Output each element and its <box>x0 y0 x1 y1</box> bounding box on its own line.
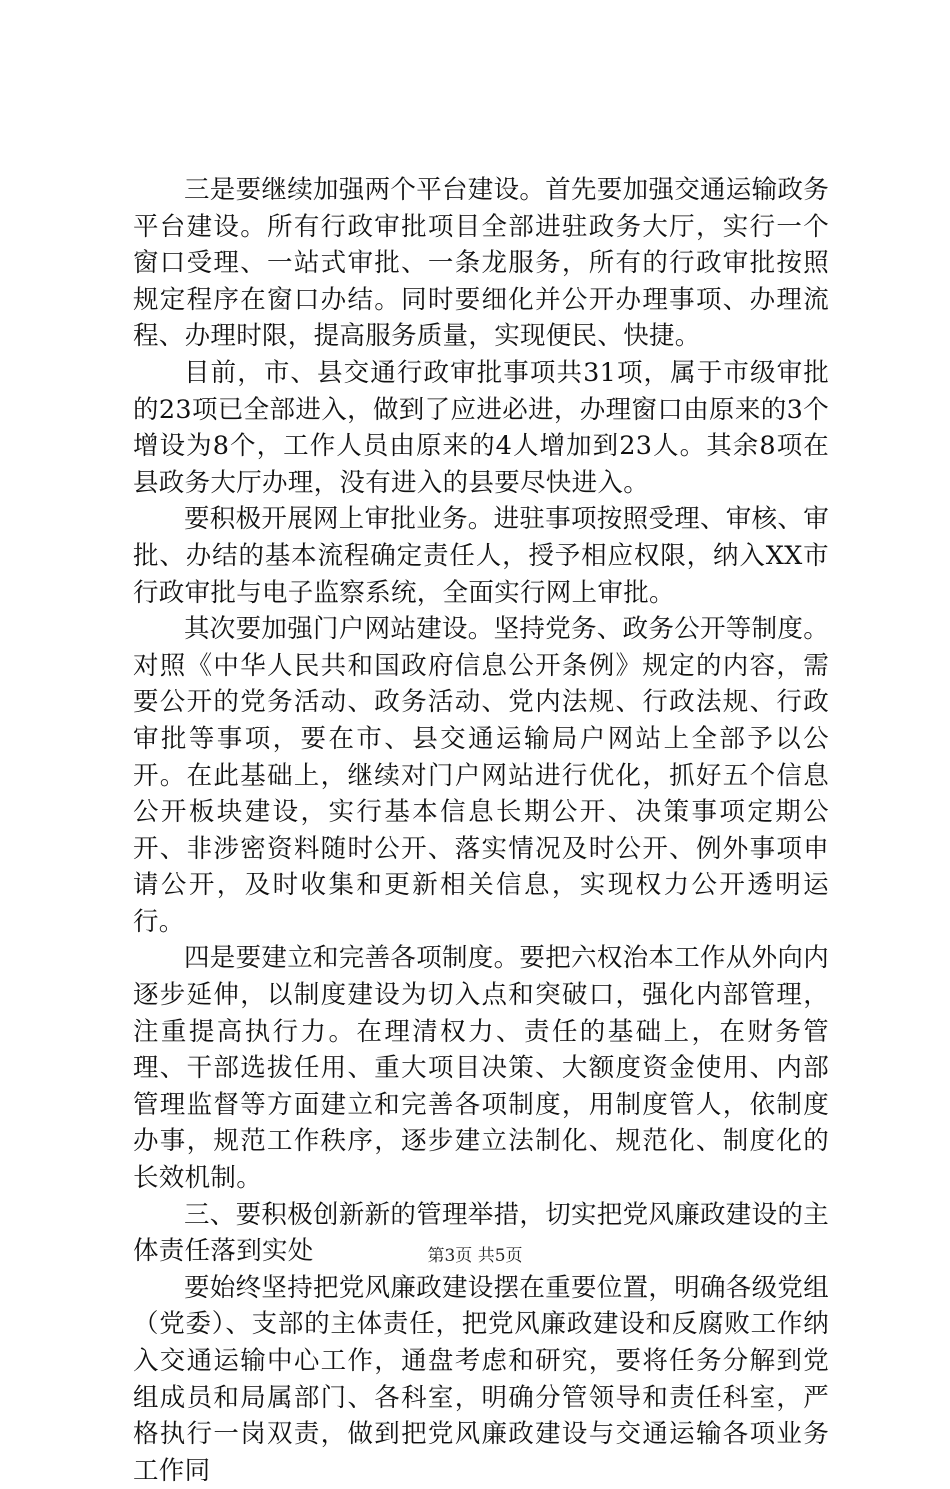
paragraph-online-approval: 要积极开展网上审批业务。进驻事项按照受理、审核、审批、办结的基本流程确定责任人，授予相应权限，纳入XX市行政审批与电子监察系统，全面实行网上审批。 <box>133 504 830 608</box>
document-body <box>133 172 829 1489</box>
paragraph-portal-website: 其次要加强门户网站建设。坚持党务、政务公开等制度。对照《中华人民共和国政府信息公开条例》规定的内容，需要公开的党务活动、政务活动、党内法规、行政法规、行政审批等事项，要在市、县交通运输局户网站上全部予以公开。在此基础上，继续对门户网站进行优化，抓好五个信息公开板块建设，实行基本信息长期公开、决策事项定期公开、非涉密资料随时公开、落实情况及时公开、例外事项申请公开，及时收集和更新相关信息，实现权力公开透明运行。 <box>133 614 830 937</box>
section-heading-3: 三、要积极创新新的管理举措，切实把党风廉政建设的主体责任落到实处 <box>133 1199 830 1267</box>
paragraph-system-building: 四是要建立和完善各项制度。要把六权治本工作从外向内逐步延伸，以制度建设为切入点和突破口，强化内部管理，注重提高执行力。在理清权力、责任的基础上，在财务管理、干部选拔任用、重大项目决策、大额度资金使用、内部管理监督等方面建立和完善各项制度，用制度管人，依制度办事，规范工作秩序，逐步建立法制化、规范化、制度化的长效机制。 <box>133 943 830 1194</box>
paragraph-approval-items: 目前，市、县交通行政审批事项共31项，属于市级审批的23项已全部进入，做到了应进必进，办理窗口由原来的3个增设为8个，工作人员由原来的4人增加到23人。其余8项在县政务大厅办理，没有进入的县要尽快进入。 <box>133 357 829 498</box>
paragraph-main-responsibility: 要始终坚持把党风廉政建设摆在重要位置，明确各级党组（党委）、支部的主体责任，把党风廉政建设和反腐败工作纳入交通运输中心工作，通盘考虑和研究，要将任务分解到党组成员和局属部门、各科室，明确分管领导和责任科室，严格执行一岗双责，做到把党风廉政建设与交通运输各项业务工作同 <box>133 1272 830 1486</box>
page-footer: 第3页 共5页 <box>427 1246 523 1266</box>
paragraph-platform-construction: 三是要继续加强两个平台建设。首先要加强交通运输政务平台建设。所有行政审批项目全部进驻政务大厅，实行一个窗口受理、一站式审批、一条龙服务，所有的行政审批按照规定程序在窗口办结。同时要细化并公开办理事项、办理流程、办理时限，提高服务质量，实现便民、快捷。 <box>133 175 830 352</box>
